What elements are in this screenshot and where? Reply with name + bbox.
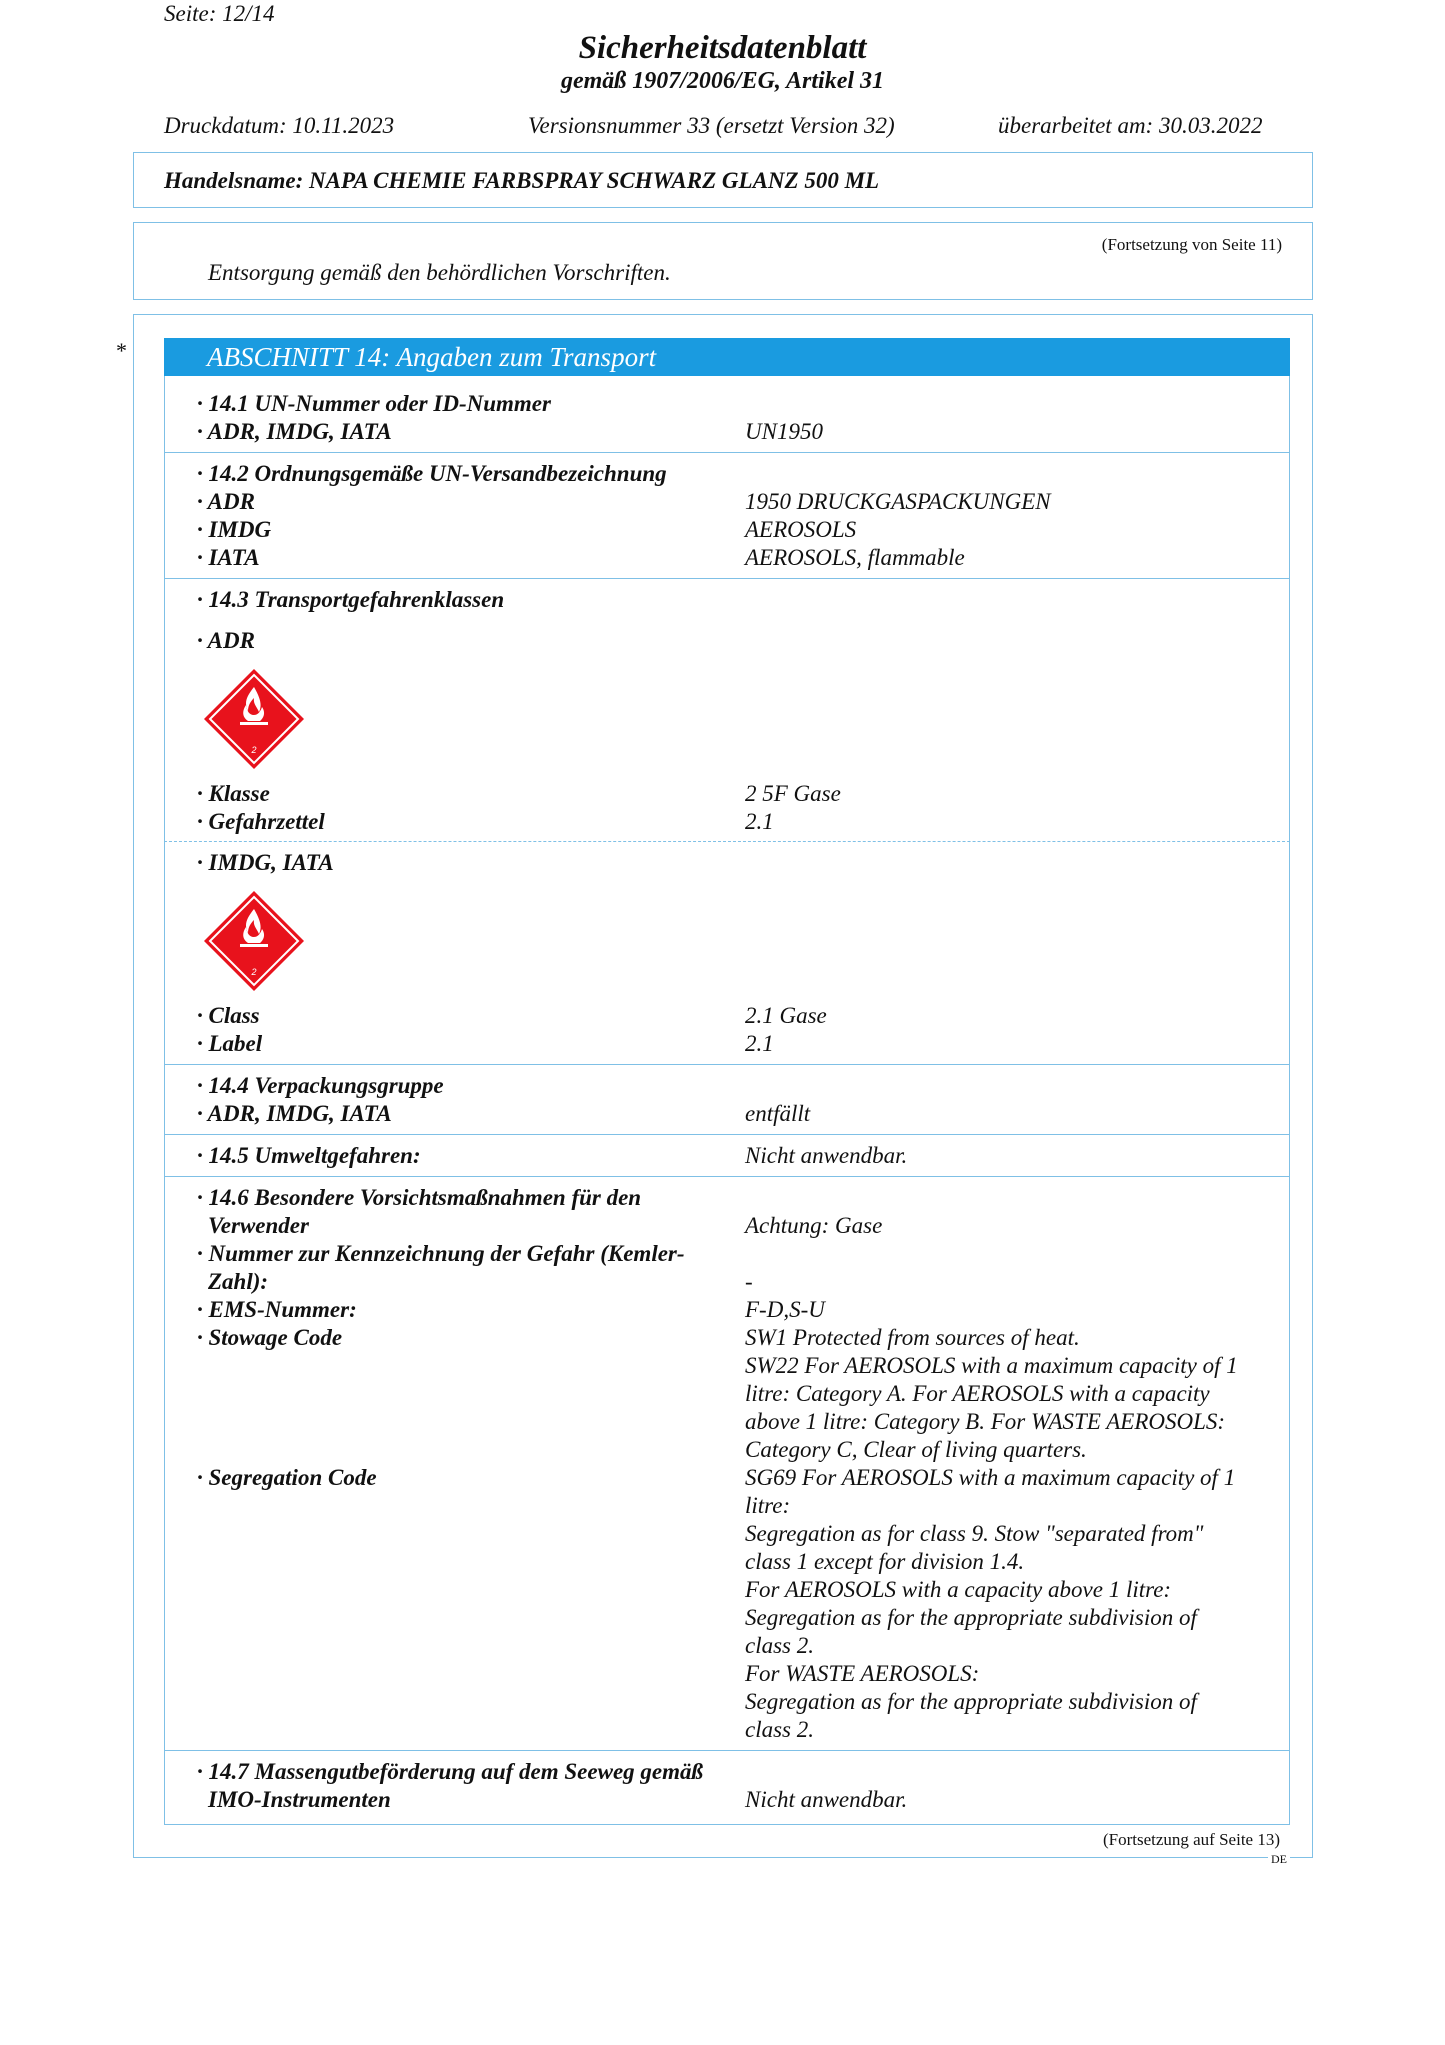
divider: [164, 452, 1290, 453]
segregation-line: SG69 For AEROSOLS with a maximum capacity of 1: [745, 1465, 1236, 1490]
divider: [164, 1750, 1290, 1751]
page-number: Seite: 12/14: [164, 1, 275, 26]
s14-3-imdg-label-label: · Label: [197, 1031, 263, 1056]
segregation-line: For AEROSOLS with a capacity above 1 litre:: [745, 1577, 1172, 1602]
s14-6-ems-label: · EMS-Nummer:: [197, 1297, 357, 1322]
s14-6-heading-line2: Verwender: [208, 1213, 309, 1238]
segregation-line: class 2.: [745, 1717, 814, 1742]
s14-2-value-adr: 1950 DRUCKGASPACKUNGEN: [745, 489, 1051, 514]
s14-7-heading-line1: · 14.7 Massengutbeförderung auf dem Seeweg gemäß: [197, 1759, 703, 1784]
stowage-line: SW1 Protected from sources of heat.: [745, 1325, 1080, 1350]
s14-6-kemler-line1: · Nummer zur Kennzeichnung der Gefahr (Kemler-: [197, 1241, 685, 1266]
revision-date: überarbeitet am: 30.03.2022: [998, 113, 1263, 138]
trade-name-box: [133, 152, 1313, 208]
divider: [164, 1176, 1290, 1177]
s14-6-ems-value: F-D,S-U: [745, 1297, 825, 1322]
s14-3-adr-gefahrzettel-value: 2.1: [745, 809, 774, 834]
segregation-line: litre:: [745, 1493, 791, 1518]
s14-2-value-imdg: AEROSOLS: [745, 517, 857, 542]
s14-5-value: Nicht anwendbar.: [745, 1143, 908, 1168]
s14-3-adr-klasse-label: · Klasse: [197, 781, 270, 806]
s14-2-label-adr: · ADR: [197, 489, 255, 514]
s14-3-imdg-label: · IMDG, IATA: [197, 850, 334, 875]
segregation-line: Segregation as for the appropriate subdivision of: [745, 1605, 1197, 1630]
s14-4-heading: · 14.4 Verpackungsgruppe: [197, 1073, 444, 1098]
segregation-line: Segregation as for class 9. Stow "separated from": [745, 1521, 1204, 1546]
language-code: DE: [1268, 1849, 1290, 1869]
s14-3-imdg-label-value: 2.1: [745, 1031, 774, 1056]
s14-2-heading: · 14.2 Ordnungsgemäße UN-Versandbezeichnung: [197, 461, 667, 486]
print-date: Druckdatum: 10.11.2023: [164, 113, 395, 138]
s14-1-label: · ADR, IMDG, IATA: [197, 419, 392, 444]
stowage-line: litre: Category A. For AEROSOLS with a capacity: [745, 1381, 1210, 1406]
stowage-line: SW22 For AEROSOLS with a maximum capacity of 1: [745, 1353, 1238, 1378]
stowage-line: above 1 litre: Category B. For WASTE AEROSOLS:: [745, 1409, 1226, 1434]
s14-6-kemler-line2: Zahl):: [208, 1269, 269, 1294]
flammable-gas-diamond-icon: [202, 667, 306, 771]
continued-from: (Fortsetzung von Seite 11): [1101, 235, 1282, 254]
flammable-gas-diamond-icon: [202, 889, 306, 993]
s14-4-value: entfällt: [745, 1101, 811, 1126]
segregation-line: class 1 except for division 1.4.: [745, 1549, 1025, 1574]
divider: [164, 1064, 1290, 1065]
s14-2-value-iata: AEROSOLS, flammable: [745, 545, 965, 570]
section-heading: ABSCHNITT 14: Angaben zum Transport: [164, 338, 1290, 376]
s14-6-segregation-label: · Segregation Code: [197, 1465, 377, 1490]
s14-3-adr-label: · ADR: [197, 628, 255, 653]
s14-3-imdg-class-value: 2.1 Gase: [745, 1003, 827, 1028]
dashed-divider: [164, 841, 1290, 842]
s14-1-value: UN1950: [745, 419, 823, 444]
change-marker: *: [116, 338, 127, 363]
stowage-line: Category C, Clear of living quarters.: [745, 1437, 1087, 1462]
s14-3-imdg-class-label: · Class: [197, 1003, 260, 1028]
s14-3-adr-gefahrzettel-label: · Gefahrzettel: [197, 809, 325, 834]
s14-4-label: · ADR, IMDG, IATA: [197, 1101, 392, 1126]
s14-7-value: Nicht anwendbar.: [745, 1787, 908, 1812]
s14-1-heading: · 14.1 UN-Nummer oder ID-Nummer: [197, 391, 551, 416]
document-subtitle: gemäß 1907/2006/EG, Artikel 31: [560, 68, 885, 94]
diamond-number: 2: [251, 745, 257, 755]
s14-3-heading: · 14.3 Transportgefahrenklassen: [197, 587, 505, 612]
trade-name: Handelsname: NAPA CHEMIE FARBSPRAY SCHWARZ GLANZ 500 ML: [164, 168, 880, 193]
s14-6-heading-value: Achtung: Gase: [745, 1213, 883, 1238]
divider: [164, 1134, 1290, 1135]
continuation-box: [133, 222, 1313, 300]
segregation-line: Segregation as for the appropriate subdivision of: [745, 1689, 1197, 1714]
version-number: Versionsnummer 33 (ersetzt Version 32): [528, 113, 895, 138]
divider: [164, 578, 1290, 579]
s14-2-label-iata: · IATA: [197, 545, 260, 570]
s14-6-heading-line1: · 14.6 Besondere Vorsichtsmaßnahmen für den: [197, 1185, 642, 1210]
s14-6-stowage-label: · Stowage Code: [197, 1325, 343, 1350]
diamond-number: 2: [251, 967, 257, 977]
segregation-line: For WASTE AEROSOLS:: [745, 1661, 980, 1686]
continued-on: (Fortsetzung auf Seite 13): [1102, 1830, 1280, 1849]
s14-2-label-imdg: · IMDG: [197, 517, 272, 542]
s14-5-label: · 14.5 Umweltgefahren:: [197, 1143, 421, 1168]
s14-7-heading-line2: IMO-Instrumenten: [208, 1787, 391, 1812]
document-title: Sicherheitsdatenblatt: [578, 30, 867, 66]
s14-3-adr-klasse-value: 2 5F Gase: [745, 781, 841, 806]
segregation-line: class 2.: [745, 1633, 814, 1658]
disposal-text: Entsorgung gemäß den behördlichen Vorschriften.: [208, 260, 671, 285]
s14-6-kemler-value: -: [745, 1269, 753, 1294]
